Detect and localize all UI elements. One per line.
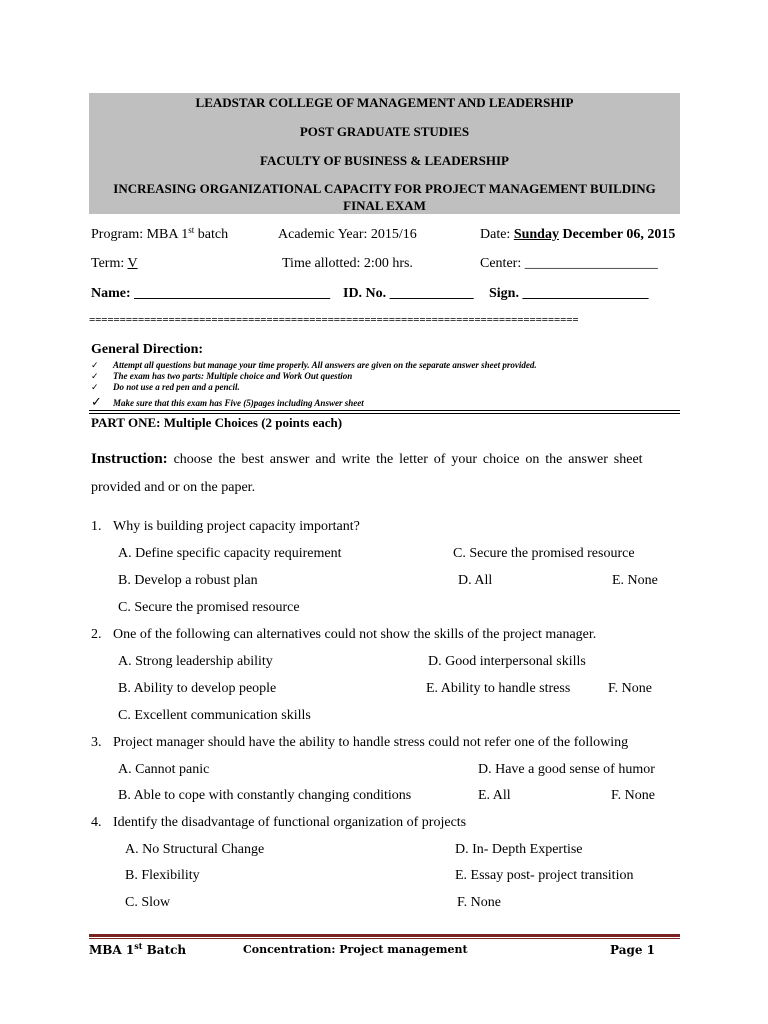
answer-option[interactable]: F. None [611,788,655,803]
direction-item: ✓ The exam has two parts: Multiple choice and Work Out question [91,371,353,381]
answer-option[interactable]: F. None [608,681,652,696]
date-field: Date: Sunday December 06, 2015 [480,227,676,242]
answer-option[interactable]: B. Flexibility [125,868,200,883]
course-title: INCREASING ORGANIZATIONAL CAPACITY FOR PROJECT MANAGEMENT BUILDING [113,181,656,196]
divider [89,410,680,411]
answer-option[interactable]: A. Cannot panic [118,762,210,777]
answer-option[interactable]: C. Slow [125,895,171,910]
name-field[interactable]: Name: ____________________________ [91,286,331,301]
instruction-line: Instruction: choose the best answer and write the letter of your choice on the answer sheet [91,451,643,467]
answer-option[interactable]: C. Secure the promised resource [453,546,635,561]
footer-rule [89,938,680,939]
header-banner [89,93,680,214]
check-icon: ✓ [91,360,99,370]
academic-year-field: Academic Year: 2015/16 [278,227,417,242]
question-text: One of the following can alternatives could not show the skills of the project manager. [113,627,597,642]
separator-line: ================================================================================ [89,314,579,326]
answer-option[interactable]: B. Ability to develop people [118,681,277,696]
time-allotted: Time allotted: 2:00 hrs. [282,256,413,271]
answer-option[interactable]: F. None [457,895,501,910]
answer-option[interactable]: E. None [612,573,658,588]
divider [89,413,680,414]
answer-option[interactable]: B. Able to cope with constantly changing conditions [118,788,412,803]
footer-page-number: Page 1 [610,943,656,957]
question-text: Identify the disadvantage of functional organization of projects [113,815,467,830]
answer-option[interactable]: D. All [458,573,493,588]
direction-item: ✓ Attempt all questions but manage your time properly. All answers are given on the separate answer sheet provided. [91,360,537,370]
question-number: 2. [91,627,102,642]
direction-item: ✓ Make sure that this exam has Five (5)pages including Answer sheet [91,394,364,409]
center-field[interactable]: Center: ___________________ [480,256,658,271]
footer-program: MBA 1st Batch [89,941,187,957]
check-icon: ✓ [91,394,102,409]
answer-option[interactable]: E. All [478,788,511,803]
answer-option[interactable]: D. Have a good sense of humor [478,762,655,777]
instruction-line: provided and or on the paper. [91,480,256,495]
check-icon: ✓ [91,371,99,381]
question-text: Project manager should have the ability to handle stress could not refer one of the following [113,735,629,750]
part-one-title: PART ONE: Multiple Choices (2 points each) [91,415,343,430]
program-field: Program: MBA 1st batch [91,225,229,242]
question-number: 3. [91,735,102,750]
question-number: 1. [91,519,102,534]
answer-option[interactable]: E. Ability to handle stress [426,681,571,696]
answer-option[interactable]: A. Define specific capacity requirement [118,546,342,561]
sign-field[interactable]: Sign. __________________ [489,286,649,301]
exam-title: FINAL EXAM [343,198,426,213]
check-icon: ✓ [91,382,99,392]
studies-title: POST GRADUATE STUDIES [299,124,470,139]
college-name: LEADSTAR COLLEGE OF MANAGEMENT AND LEADERSHIP [195,95,574,110]
answer-option[interactable]: C. Secure the promised resource [118,600,300,615]
answer-option[interactable]: B. Develop a robust plan [118,573,258,588]
question-text: Why is building project capacity important? [113,519,360,534]
answer-option[interactable]: A. Strong leadership ability [118,654,273,669]
answer-option[interactable]: A. No Structural Change [125,842,265,857]
answer-option[interactable]: D. Good interpersonal skills [428,654,586,669]
answer-option[interactable]: D. In- Depth Expertise [455,842,583,857]
answer-option[interactable]: C. Excellent communication skills [118,708,311,723]
faculty-title: FACULTY OF BUSINESS & LEADERSHIP [260,153,509,168]
term-field: Term: V [91,256,138,271]
answer-option[interactable]: E. Essay post- project transition [455,868,634,883]
id-field[interactable]: ID. No. ____________ [343,286,474,301]
footer-rule [89,934,680,937]
question-number: 4. [91,815,102,830]
direction-item: ✓ Do not use a red pen and a pencil. [91,382,240,392]
footer-concentration: Concentration: Project management [243,943,468,956]
direction-title: General Direction: [91,342,204,357]
